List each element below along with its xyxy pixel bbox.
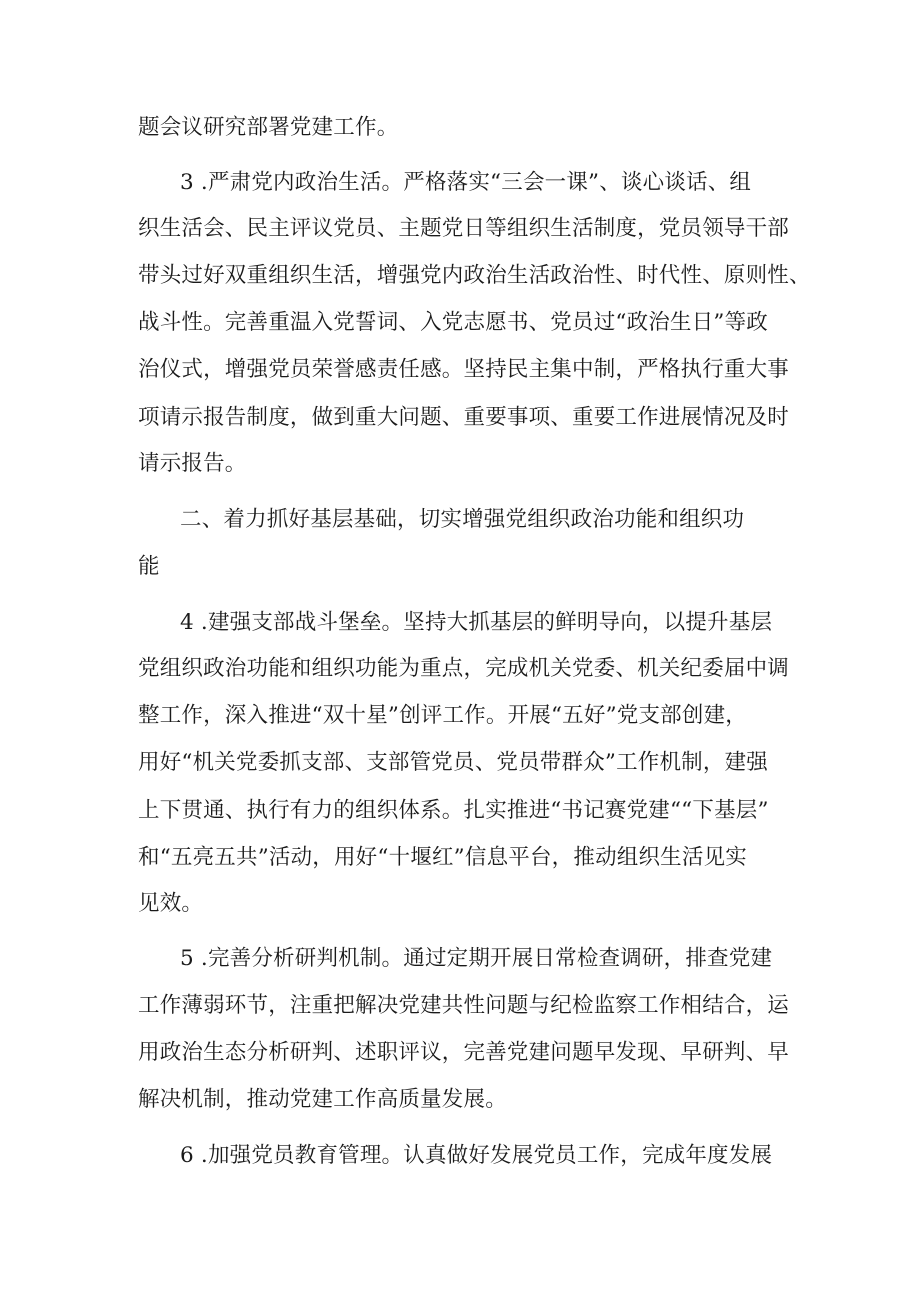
paragraph-3-line-2: 织生活会、民主评议党员、主题党日等组织生活制度，党员领导干部: [138, 216, 790, 241]
text-line-continuation: 题会议研究部署党建工作。: [138, 115, 399, 140]
paragraph-5-line-1: 5 .完善分析研判机制。通过定期开展日常检查调研，排查党建: [180, 946, 773, 971]
paragraph-6-line-1: 6 .加强党员教育管理。认真做好发展党员工作，完成年度发展: [180, 1143, 773, 1168]
section-heading-line-2: 能: [138, 554, 160, 579]
paragraph-4-line-4: 用好“机关党委抓支部、支部管党员、党员带群众”工作机制，建强: [138, 750, 768, 775]
paragraph-3-line-5: 治仪式，增强党员荣誉感责任感。坚持民主集中制，严格执行重大事: [138, 357, 790, 382]
paragraph-5-line-4: 解决机制，推动党建工作高质量发展。: [138, 1087, 507, 1112]
paragraph-3-line-4: 战斗性。完善重温入党誓词、入党志愿书、党员过“政治生日”等政: [138, 310, 768, 335]
paragraph-4-line-6: 和“五亮五共”活动，用好“十堰红”信息平台，推动组织生活见实: [138, 845, 747, 870]
paragraph-4-line-3: 整工作，深入推进“双十星”创评工作。开展“五好”党支部创建，: [138, 703, 747, 728]
paragraph-3-line-3: 带头过好双重组织生活，增强党内政治生活政治性、时代性、原则性、: [138, 263, 811, 288]
paragraph-3-line-7: 请示报告。: [138, 451, 247, 476]
paragraph-5-line-3: 用政治生态分析研判、述职评议，完善党建问题早发现、早研判、早: [138, 1040, 790, 1065]
paragraph-3-line-1: 3 .严肃党内政治生活。严格落实“三会一课”、谈心谈话、组: [180, 170, 752, 195]
paragraph-5-line-2: 工作薄弱环节，注重把解决党建共性问题与纪检监察工作相结合，运: [138, 993, 790, 1018]
paragraph-4-line-1: 4 .建强支部战斗堡垒。坚持大抓基层的鲜明导向，以提升基层: [180, 610, 773, 635]
paragraph-4-line-7: 见效。: [138, 891, 204, 916]
section-heading-line-1: 二、着力抓好基层基础，切实增强党组织政治功能和组织功: [180, 507, 745, 532]
paragraph-4-line-2: 党组织政治功能和组织功能为重点，完成机关党委、机关纪委届中调: [138, 656, 790, 681]
paragraph-3-line-6: 项请示报告制度，做到重大问题、重要事项、重要工作进展情况及时: [138, 405, 790, 430]
paragraph-4-line-5: 上下贯通、执行有力的组织体系。扎实推进“书记赛党建““下基层”: [138, 798, 769, 823]
